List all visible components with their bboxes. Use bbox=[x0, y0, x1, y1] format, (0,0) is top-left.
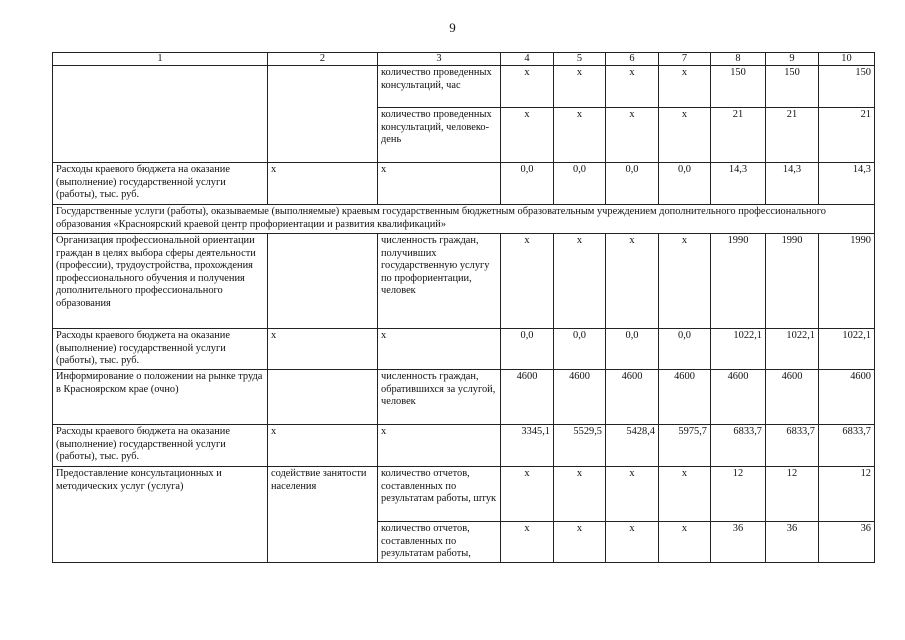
value-cell: х bbox=[501, 234, 554, 329]
value-cell: 14,3 bbox=[766, 163, 819, 205]
header-cell: 7 bbox=[659, 53, 711, 66]
service-name-cell bbox=[53, 66, 268, 163]
header-cell: 8 bbox=[711, 53, 766, 66]
value-cell: 3345,1 bbox=[501, 425, 554, 467]
section-title: Государственные услуги (работы), оказываемые (выполняемые) краевым государственным бюджетным образовательным учреждением дополнительного профессионального образования «Красноярский краевой центр профориентации и развития квалификаций» bbox=[53, 205, 875, 234]
value-cell: 4600 bbox=[819, 370, 875, 425]
value-cell: 0,0 bbox=[659, 329, 711, 370]
section-row bbox=[53, 205, 875, 234]
table-row bbox=[53, 370, 875, 425]
value-cell: 5428,4 bbox=[606, 425, 659, 467]
service-name-cell: Предоставление консультационных и методических услуг (услуга) bbox=[53, 467, 268, 563]
value-cell: 0,0 bbox=[606, 329, 659, 370]
category-cell bbox=[268, 66, 378, 163]
value-cell: 1990 bbox=[711, 234, 766, 329]
value-cell: х bbox=[606, 467, 659, 522]
indicator-cell: х bbox=[378, 425, 501, 467]
value-cell: 0,0 bbox=[554, 329, 606, 370]
value-cell: 150 bbox=[819, 66, 875, 108]
table-row bbox=[53, 329, 875, 370]
value-cell: 6833,7 bbox=[766, 425, 819, 467]
value-cell: 12 bbox=[711, 467, 766, 522]
value-cell: 12 bbox=[819, 467, 875, 522]
value-cell: 5975,7 bbox=[659, 425, 711, 467]
indicator-cell: количество проведенных консультаций, человеко-день bbox=[378, 108, 501, 163]
header-cell: 2 bbox=[268, 53, 378, 66]
value-cell: 4600 bbox=[554, 370, 606, 425]
indicator-cell: количество отчетов, составленных по результатам работы, bbox=[378, 522, 501, 563]
page-number: 9 bbox=[449, 20, 456, 35]
service-name-cell: Организация профессиональной ориентации граждан в целях выбора сферы деятельности (профессии), трудоустройства, прохождения профессионального обучения и получения дополнительного профессионального образования bbox=[53, 234, 268, 329]
value-cell: х bbox=[659, 522, 711, 563]
value-cell: х bbox=[659, 66, 711, 108]
category-cell bbox=[268, 370, 378, 425]
value-cell: 14,3 bbox=[711, 163, 766, 205]
indicator-cell: х bbox=[378, 329, 501, 370]
value-cell: х bbox=[554, 66, 606, 108]
value-cell: 150 bbox=[711, 66, 766, 108]
value-cell: х bbox=[554, 467, 606, 522]
indicator-cell: численность граждан, обратившихся за услугой, человек bbox=[378, 370, 501, 425]
indicator-cell: количество проведенных консультаций, час bbox=[378, 66, 501, 108]
value-cell: 150 bbox=[766, 66, 819, 108]
value-cell: 1990 bbox=[819, 234, 875, 329]
value-cell: х bbox=[606, 108, 659, 163]
value-cell: 36 bbox=[711, 522, 766, 563]
value-cell: 1990 bbox=[766, 234, 819, 329]
value-cell: х bbox=[501, 522, 554, 563]
header-cell: 9 bbox=[766, 53, 819, 66]
category-cell: х bbox=[268, 163, 378, 205]
header-cell: 6 bbox=[606, 53, 659, 66]
value-cell: х bbox=[659, 467, 711, 522]
value-cell: 4600 bbox=[766, 370, 819, 425]
category-cell: содействие занятости населения bbox=[268, 467, 378, 563]
value-cell: 1022,1 bbox=[766, 329, 819, 370]
value-cell: 12 bbox=[766, 467, 819, 522]
value-cell: х bbox=[554, 234, 606, 329]
header-row bbox=[53, 53, 875, 66]
value-cell: 21 bbox=[711, 108, 766, 163]
value-cell: 5529,5 bbox=[554, 425, 606, 467]
category-cell: х bbox=[268, 329, 378, 370]
value-cell: 4600 bbox=[659, 370, 711, 425]
category-cell: х bbox=[268, 425, 378, 467]
value-cell: 4600 bbox=[606, 370, 659, 425]
category-cell bbox=[268, 234, 378, 329]
table-row bbox=[53, 425, 875, 467]
value-cell: х bbox=[659, 234, 711, 329]
value-cell: х bbox=[501, 467, 554, 522]
budget-table bbox=[52, 52, 875, 563]
value-cell: 6833,7 bbox=[819, 425, 875, 467]
value-cell: 0,0 bbox=[501, 329, 554, 370]
header-cell: 10 bbox=[819, 53, 875, 66]
header-cell: 4 bbox=[501, 53, 554, 66]
value-cell: 21 bbox=[766, 108, 819, 163]
value-cell: 1022,1 bbox=[711, 329, 766, 370]
indicator-cell: х bbox=[378, 163, 501, 205]
value-cell: 4600 bbox=[501, 370, 554, 425]
value-cell: 36 bbox=[819, 522, 875, 563]
value-cell: 6833,7 bbox=[711, 425, 766, 467]
table-row bbox=[53, 467, 875, 522]
value-cell: х bbox=[606, 66, 659, 108]
value-cell: 21 bbox=[819, 108, 875, 163]
value-cell: х bbox=[606, 234, 659, 329]
service-name-cell: Расходы краевого бюджета на оказание (выполнение) государственной услуги (работы), тыс. руб. bbox=[53, 329, 268, 370]
indicator-cell: численность граждан, получивших государственную услугу по профориентации, человек bbox=[378, 234, 501, 329]
value-cell: х bbox=[554, 108, 606, 163]
value-cell: 14,3 bbox=[819, 163, 875, 205]
value-cell: х bbox=[554, 522, 606, 563]
service-name-cell: Расходы краевого бюджета на оказание (выполнение) государственной услуги (работы), тыс. руб. bbox=[53, 425, 268, 467]
value-cell: х bbox=[659, 108, 711, 163]
service-name-cell: Информирование о положении на рынке труда в Красноярском крае (очно) bbox=[53, 370, 268, 425]
table-row bbox=[53, 234, 875, 329]
value-cell: х bbox=[501, 66, 554, 108]
value-cell: 1022,1 bbox=[819, 329, 875, 370]
value-cell: х bbox=[606, 522, 659, 563]
header-cell: 1 bbox=[53, 53, 268, 66]
value-cell: 4600 bbox=[711, 370, 766, 425]
value-cell: 36 bbox=[766, 522, 819, 563]
value-cell: 0,0 bbox=[659, 163, 711, 205]
header-cell: 5 bbox=[554, 53, 606, 66]
value-cell: х bbox=[501, 108, 554, 163]
service-name-cell: Расходы краевого бюджета на оказание (выполнение) государственной услуги (работы), тыс. руб. bbox=[53, 163, 268, 205]
value-cell: 0,0 bbox=[606, 163, 659, 205]
indicator-cell: количество отчетов, составленных по результатам работы, штук bbox=[378, 467, 501, 522]
value-cell: 0,0 bbox=[554, 163, 606, 205]
value-cell: 0,0 bbox=[501, 163, 554, 205]
header-cell: 3 bbox=[378, 53, 501, 66]
table-row bbox=[53, 66, 875, 108]
table-row bbox=[53, 163, 875, 205]
